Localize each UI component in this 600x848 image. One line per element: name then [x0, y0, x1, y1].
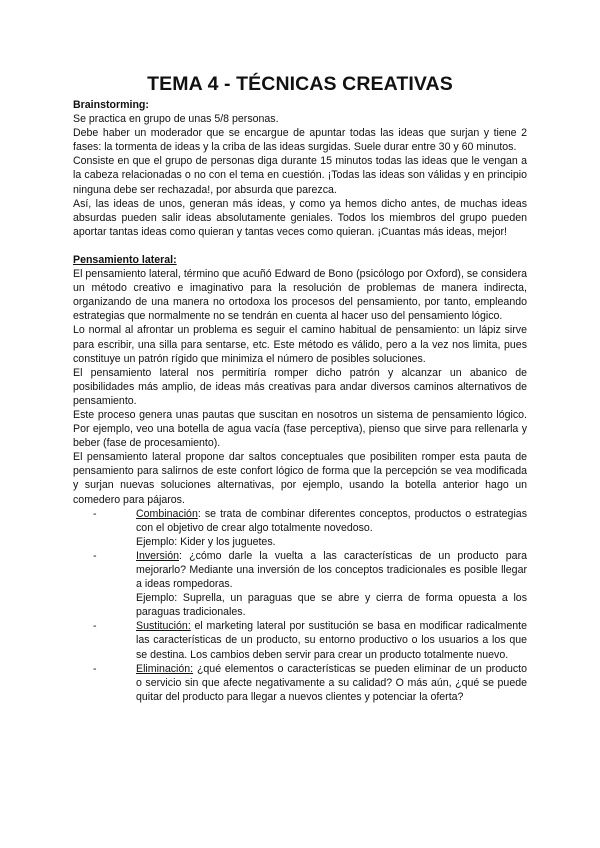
paragraph: El pensamiento lateral, término que acuñó Edward de Bono (psicólogo por Oxford), se considera un método creativo e imaginativo para la resolución de problemas de manera indirecta, organizando de una manera no ortodoxa los procesos del pensamiento, por tanto, empleando estrategias que normalmente no se tendrán en cuenta al hacer uso del pensamiento lógico.: [73, 268, 527, 323]
list-item-example: Ejemplo: Suprella, un paraguas que se abre y cierra de forma opuesta a los paraguas tradicionales.: [136, 592, 527, 619]
paragraph: Consiste en que el grupo de personas diga durante 15 minutos todas las ideas que le vengan a la cabeza relacionadas o no con el tema en cuestión. ¡Todas las ideas son válidas y en principio ninguna debe ser rechazada!, por absurda que parezca.: [73, 155, 527, 196]
list-item-text: [136, 507, 527, 535]
list-item-description: : se trata de combinar diferentes conceptos, productos o estrategias con el objetivo de crear algo totalmente novedoso.: [136, 507, 527, 534]
list-item-text: [136, 619, 527, 661]
paragraph: Se practica en grupo de unas 5/8 personas.: [73, 113, 279, 126]
list-item-text: [136, 549, 527, 591]
list-item-example: Ejemplo: Kider y los juguetes.: [136, 535, 276, 548]
technique-list: [73, 507, 527, 704]
list-bullet: -: [93, 620, 97, 633]
paragraph: Así, las ideas de unos, generan más ideas, y como ya hemos dicho antes, de muchas ideas absurdas pueden salir ideas absolutamente geniales. Todos los miembros del grupo pueden aportar tantas ideas como quieran y tantas veces como quieran. ¡Cuantas más ideas, mejor!: [73, 197, 527, 238]
list-bullet: -: [93, 662, 97, 675]
list-item-description: ¿qué elementos o características se pueden eliminar de un producto o servicio sin que afecte negativamente a su calidad? O más aún, ¿qué se puede quitar del producto para llegar a nuevos clientes y potenciar la oferta?: [136, 662, 527, 703]
list-bullet: -: [93, 507, 97, 520]
list-item: [73, 662, 527, 704]
page-title: TEMA 4 - TÉCNICAS CREATIVAS: [147, 73, 453, 95]
paragraph: Lo normal al afrontar un problema es seguir el camino habitual de pensamiento: un lápiz sirve para escribir, una silla para sentarse, etc. Este método es válido, pero a la vez nos limita, pues constituye un patrón rígido que minimiza el número de posibles soluciones.: [73, 324, 527, 365]
paragraph: El pensamiento lateral propone dar saltos conceptuales que posibiliten romper esta pauta de pensamiento para salirnos de este confort lógico de forma que la percepción se vea modificada y surjan nuevas soluciones alternativas, por ejemplo, usando la botella anterior hago un comedero para pájaros.: [73, 451, 527, 506]
section-spacer: [73, 239, 527, 253]
list-item-term: Combinación: [136, 507, 198, 520]
paragraph: Este proceso genera unas pautas que suscitan en nosotros un sistema de pensamiento lógico. Por ejemplo, veo una botella de agua vacía (fase perceptiva), pienso que sirve para rellenarla y beber (fase de procesamiento).: [73, 408, 527, 450]
list-item: [73, 619, 527, 661]
list-item-term: Eliminación:: [136, 662, 194, 675]
brainstorming-heading: Brainstorming:: [73, 99, 149, 111]
list-bullet: -: [93, 549, 97, 562]
lateral-thinking-heading: Pensamiento lateral:: [73, 253, 177, 266]
list-item: [73, 507, 527, 549]
list-item-description: el marketing lateral por sustitución se basa en modificar radicalmente las características de un producto, su entorno productivo o los usuarios a los que se destina. Los cambios deben servir para crear un producto totalmente nuevo.: [136, 620, 527, 661]
list-item-term: Sustitución:: [136, 620, 191, 633]
list-item-term: Inversión: [136, 549, 179, 562]
document-body: [73, 98, 527, 704]
list-item-description: : ¿cómo darle la vuelta a las características de un producto para mejorarlo? Mediante una inversión de los conceptos tradicionales es posible llegar a ideas rompedoras.: [136, 549, 527, 591]
list-item: [73, 549, 527, 619]
list-item-text: [136, 662, 527, 704]
paragraph: Debe haber un moderador que se encargue de apuntar todas las ideas que surjan y tiene 2 fases: la tormenta de ideas y la criba de las ideas surgidas. Suele durar entre 30 y 60 minutos.: [73, 127, 527, 154]
paragraph: El pensamiento lateral nos permitiría romper dicho patrón y alcanzar un abanico de posibilidades más amplio, de ideas más creativas para andar diversos caminos alternativos de pensamiento.: [73, 366, 527, 407]
